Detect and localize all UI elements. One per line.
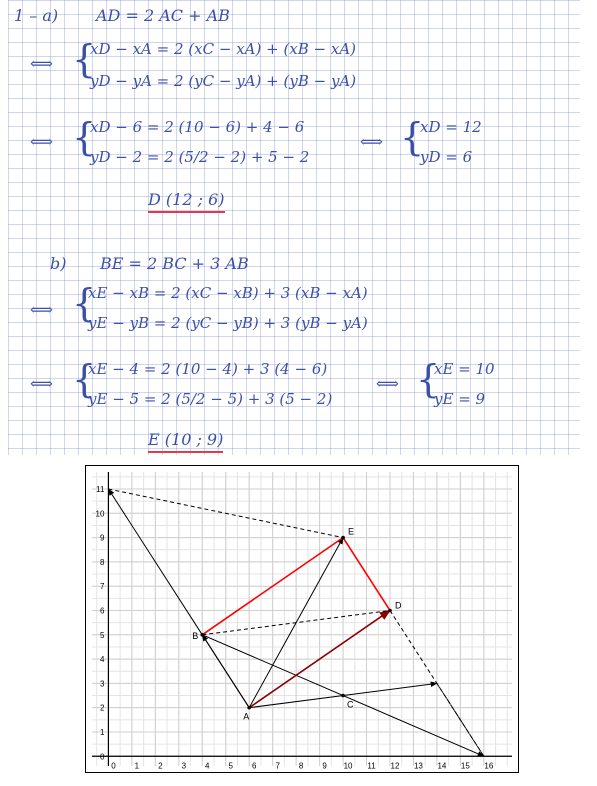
part-b-vector-equation: BE = 2 BC + 3 AB: [100, 254, 249, 273]
part-b-arrow-3: ⟺: [376, 374, 399, 393]
x-tick-label: 3: [181, 761, 187, 771]
part-a-system1-line1: xD − xA = 2 (xC − xA) + (xB − xA): [90, 40, 357, 58]
y-tick-label: 10: [95, 509, 105, 519]
x-tick-label: 10: [343, 761, 353, 771]
part-b-system2-line2: yE − 5 = 2 (5/2 − 5) + 3 (5 − 2): [88, 390, 333, 408]
y-tick-label: 8: [99, 557, 105, 567]
point-c: [341, 694, 345, 698]
point-label-a: A: [243, 711, 250, 722]
part-a-result-y: yD = 6: [420, 148, 473, 166]
x-tick-label: 16: [484, 761, 494, 771]
x-tick-label: 11: [367, 761, 376, 771]
x-tick-label: 15: [460, 761, 470, 771]
plot-svg: [86, 466, 518, 772]
part-a-result-x: xD = 12: [420, 118, 482, 136]
point-label-d: D: [394, 600, 402, 611]
y-tick-label: 9: [99, 533, 105, 543]
x-tick-label: 2: [158, 761, 163, 771]
point-label-e: E: [348, 526, 355, 537]
part-b-system1-line2: yE − yB = 2 (yC − yB) + 3 (yB − yA): [88, 314, 368, 332]
part-b-system2-line1: xE − 4 = 2 (10 − 4) + 3 (4 − 6): [88, 360, 328, 378]
y-tick-label: 3: [99, 679, 105, 689]
part-a-vector-equation: AD = 2 AC + AB: [96, 6, 230, 25]
part-a-label: 1 – a): [14, 6, 59, 25]
y-tick-label: 5: [99, 630, 105, 640]
x-tick-label: 7: [275, 761, 280, 771]
brace-icon: {: [400, 115, 425, 159]
y-tick-label: 0: [99, 752, 105, 762]
x-tick-label: 6: [251, 761, 257, 771]
part-b-label: b): [50, 254, 67, 273]
part-a-system1-line2: yD − yA = 2 (yC − yA) + (yB − yA): [90, 72, 357, 90]
part-b-arrow-1: ⟺: [30, 300, 53, 319]
brace-icon: {: [72, 281, 97, 325]
point-b: [200, 633, 204, 637]
y-tick-label: 1: [99, 727, 105, 737]
part-a-system2-line1: xD − 6 = 2 (10 − 6) + 4 − 6: [90, 118, 305, 136]
x-tick-label: 14: [437, 761, 447, 771]
y-tick-label: 11: [96, 485, 105, 495]
point-e: [341, 536, 345, 540]
part-a-arrow-1: ⟺: [30, 54, 53, 73]
x-tick-label: 0: [111, 761, 116, 771]
x-tick-label: 1: [134, 761, 140, 771]
point-d-result: D (12 ; 6): [148, 190, 225, 213]
y-tick-label: 4: [99, 655, 105, 665]
x-tick-label: 9: [322, 761, 327, 771]
point-label-c: C: [347, 699, 354, 710]
brace-icon: {: [72, 37, 97, 81]
coordinate-plot: [85, 465, 519, 773]
y-tick-label: 6: [99, 606, 105, 616]
x-tick-label: 8: [298, 761, 304, 771]
part-b-system1-line1: xE − xB = 2 (xC − xB) + 3 (xB − xA): [88, 284, 368, 302]
point-e-result: E (10 ; 9): [148, 430, 223, 453]
handwritten-solution: [8, 0, 580, 455]
brace-icon: {: [72, 115, 97, 159]
x-tick-label: 13: [413, 761, 423, 771]
x-tick-label: 4: [205, 761, 210, 771]
part-a-arrow-2: ⟺: [30, 132, 53, 151]
point-a: [247, 706, 251, 710]
y-tick-label: 2: [99, 703, 105, 713]
part-b-arrow-2: ⟺: [30, 374, 53, 393]
part-b-result-x: xE = 10: [434, 360, 495, 378]
x-tick-label: 5: [228, 761, 233, 771]
part-a-arrow-3: ⟺: [360, 132, 383, 151]
point-label-b: B: [192, 630, 199, 641]
part-a-system2-line2: yD − 2 = 2 (5/2 − 2) + 5 − 2: [90, 148, 310, 166]
brace-icon: {: [72, 357, 97, 401]
point-d: [388, 609, 392, 613]
brace-icon: {: [416, 357, 441, 401]
part-b-result-y: yE = 9: [434, 390, 486, 408]
y-tick-label: 7: [99, 582, 105, 592]
x-tick-label: 12: [390, 761, 400, 771]
